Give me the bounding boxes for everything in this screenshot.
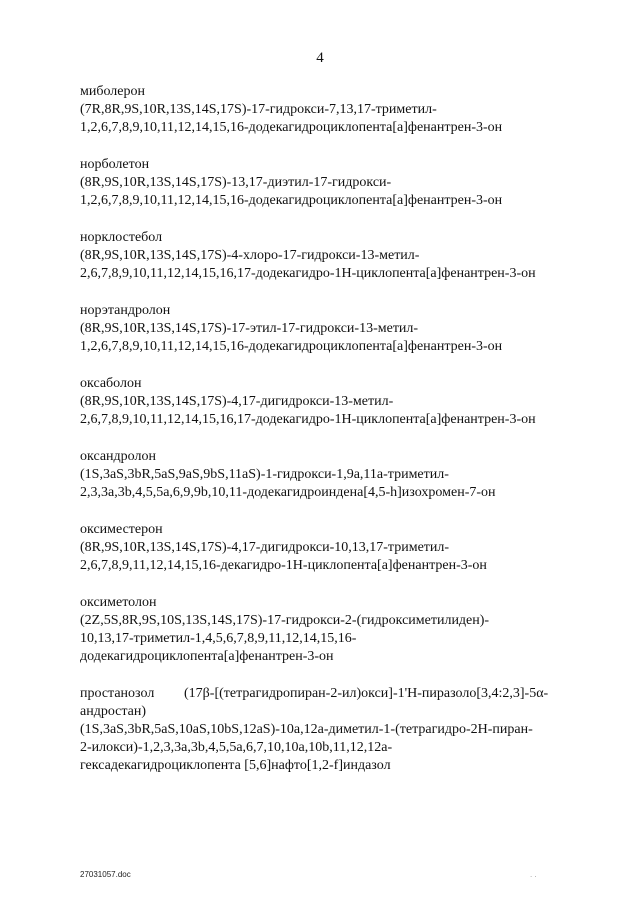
compound-entry <box>80 156 600 210</box>
compound-formula-line: (8R,9S,10R,13S,14S,17S)-4,17-дигидрокси-13-метил- <box>80 394 394 409</box>
compound-formula-line: (1S,3aS,3bR,5aS,9aS,9bS,11aS)-1-гидрокси-1,9а,11а-триметил- <box>80 467 449 482</box>
compound-name: оксиместерон <box>80 522 163 537</box>
compound-formula-line: (8R,9S,10R,13S,14S,17S)-4,17-дигидрокси-10,13,17-триметил- <box>80 540 450 555</box>
compound-entry <box>80 521 600 575</box>
compound-formula-line: андростан) <box>80 704 147 719</box>
compound-name: норклостебол <box>80 230 163 245</box>
footer-filename: 27031057.doc <box>80 870 131 879</box>
compound-formula-line: (1S,3aS,3bR,5aS,10aS,10bS,12aS)-10а,12а-диметил-1-(тетрагидро-2Н-пиран- <box>80 722 533 737</box>
compound-formula-line: (17β-[(тетрагидропиран-2-ил)окси]-1'Н-пиразоло[3,4:2,3]-5α- <box>184 686 549 701</box>
compound-name: простанозол <box>80 686 155 701</box>
compound-entry <box>80 229 600 283</box>
compound-name: оксаболон <box>80 376 142 391</box>
compound-formula-line: 2,6,7,8,9,11,12,14,15,16-декагидро-1Н-циклопента[а]фенантрен-3-он <box>80 558 487 573</box>
compound-entry <box>80 448 600 502</box>
compound-formula-line: 1,2,6,7,8,9,10,11,12,14,15,16-додекагидроциклопента[а]фенантрен-3-он <box>80 193 503 208</box>
compound-formula-line: 2-илокси)-1,2,3,3a,3b,4,5,5a,6,7,10,10a,10b,11,12,12a- <box>80 740 393 755</box>
compound-name: норэтандролон <box>80 303 171 318</box>
compound-formula-line: додекагидроциклопента[а]фенантрен-3-он <box>80 649 334 664</box>
compound-name: норболетон <box>80 157 150 172</box>
compound-formula-line: (8R,9S,10R,13S,14S,17S)-13,17-диэтил-17-гидрокси- <box>80 175 392 190</box>
compound-entry <box>80 594 600 666</box>
compound-formula-line: гексадекагидроциклопента [5,6]нафто[1,2-f]индазол <box>80 758 391 773</box>
compound-formula-line: (8R,9S,10R,13S,14S,17S)-17-этил-17-гидрокси-13-метил- <box>80 321 419 336</box>
compound-formula-line: (8R,9S,10R,13S,14S,17S)-4-хлоро-17-гидрокси-13-метил- <box>80 248 420 263</box>
compound-formula-line: 2,6,7,8,9,10,11,12,14,15,16,17-додекагидро-1Н-циклопента[а]фенантрен-3-он <box>80 266 536 281</box>
compound-formula-line: 2,6,7,8,9,10,11,12,14,15,16,17-додекагидро-1Н-циклопента[а]фенантрен-3-он <box>80 412 536 427</box>
compound-name: оксиметолон <box>80 595 157 610</box>
compound-formula-line: (7R,8R,9S,10R,13S,14S,17S)-17-гидрокси-7,13,17-триметил- <box>80 102 437 117</box>
compound-formula-line: 1,2,6,7,8,9,10,11,12,14,15,16-додекагидроциклопента[а]фенантрен-3-он <box>80 339 503 354</box>
compound-entry <box>80 83 600 137</box>
footer-mark: . . <box>530 870 537 879</box>
compound-entry-prostanozol <box>80 685 600 775</box>
compound-formula-line: (2Z,5S,8R,9S,10S,13S,14S,17S)-17-гидрокси-2-(гидроксиметилиден)- <box>80 613 490 628</box>
compound-entry <box>80 302 600 356</box>
compound-formula-line: 2,3,3a,3b,4,5,5a,6,9,9b,10,11-додекагидроиндена[4,5-h]изохромен-7-он <box>80 485 496 500</box>
compound-name: оксандролон <box>80 449 156 464</box>
compound-first-line <box>80 685 600 703</box>
compound-entry <box>80 375 600 429</box>
page-number: 4 <box>316 50 324 66</box>
compound-formula-line: 10,13,17-триметил-1,4,5,6,7,8,9,11,12,14,15,16- <box>80 631 357 646</box>
compound-list <box>80 83 600 794</box>
compound-formula-line: 1,2,6,7,8,9,10,11,12,14,15,16-додекагидроциклопента[а]фенантрен-3-он <box>80 120 503 135</box>
compound-name: миболерон <box>80 84 145 99</box>
